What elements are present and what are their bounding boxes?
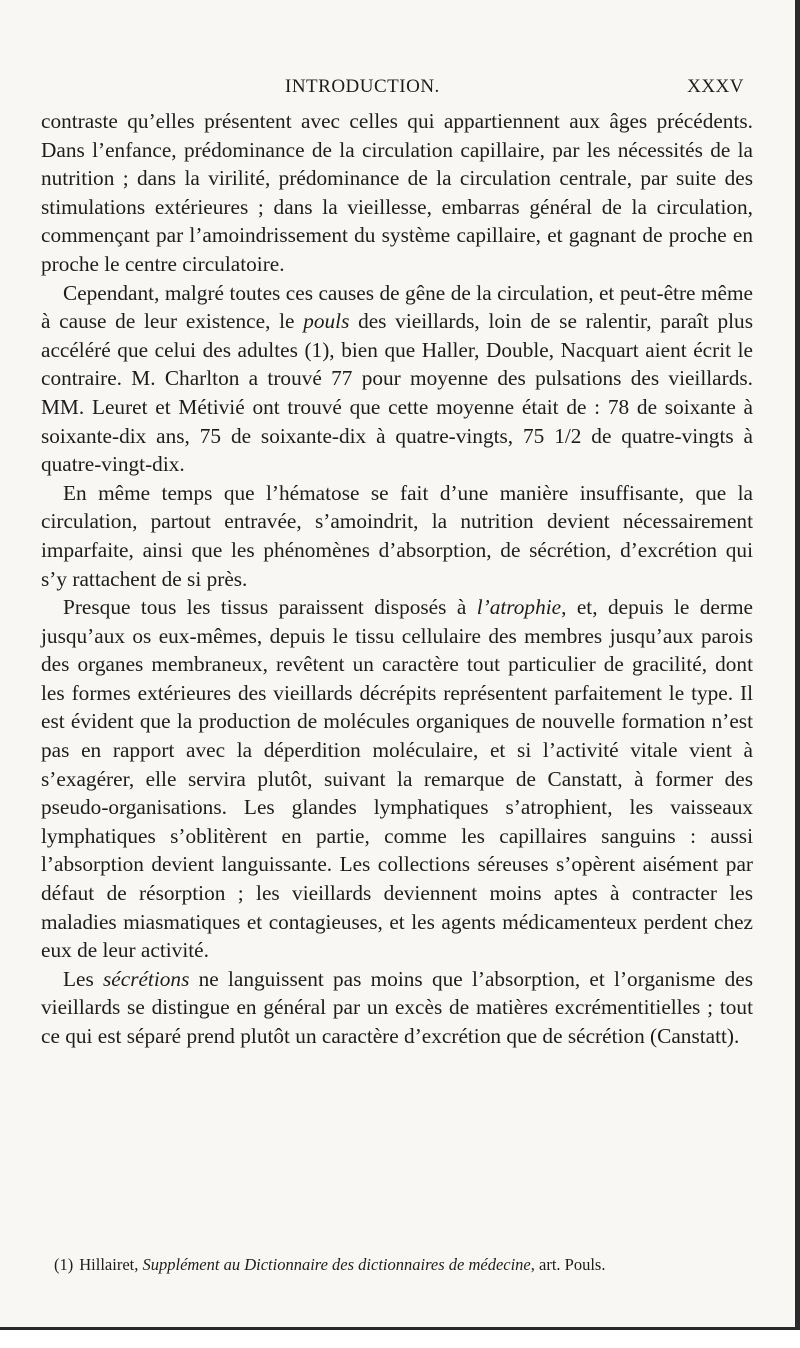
paragraph-5 (41, 965, 753, 1051)
paragraph-2 (41, 279, 753, 479)
paragraph-4-text-a: Presque tous les tissus paraissent disposés à (63, 595, 477, 620)
paragraph-1: contraste qu’elles présentent avec celles qui appartiennent aux âges précédents. Dans l’enfance, prédominance de la circulation capillaire, par les nécessités de la nutrition ; dans la virilité, prédominance de la circulation centrale, par suite des stimulations extérieures ; dans la vieillesse, embarras général de la circulation, commençant par l’amoindrissement du système capillaire, et gagnant de proche en proche le centre circulatoire. (41, 109, 753, 276)
running-head (40, 76, 744, 102)
page-number: XXXV (687, 76, 744, 97)
paragraph-2-text-a: Cependant, malgré toutes ces causes de gêne de la circulation, et peut-être même à cause de leur existence, le (41, 280, 753, 334)
paragraph-2-italic: pouls (303, 309, 350, 334)
footnote-tail: , art. Pouls. (530, 1255, 606, 1274)
paragraph-4-text-b: , et, depuis le derme jusqu’aux os eux-mêmes, depuis le tissu cellulaire des membres jusqu’aux parois des organes membraneux, revêtent un caractère tout particulier de gracilité, dont les formes extérieures des vieillards décrépits représentent parfaitement le type. Il est évident que la production de molécules organiques de nouvelle formation n’est pas en rapport avec la déperdition moléculaire, et si l’activité vitale vient à s’exagérer, elle servira plutôt, suivant la remarque de Canstatt, à former des pseudo-organisations. Les glandes lymphatiques s’atrophient, les vaisseaux lymphatiques s’oblitèrent en partie, comme les capillaires sanguins : aussi l’absorption devient languissante. Les collections séreuses s’opèrent aisément par défaut de résorption ; les vieillards deviennent moins aptes à contracter les maladies miasmatiques et contagieuses, et les agents médicamenteux perdent chez eux de leur activité. (41, 595, 753, 963)
paragraph-3: En même temps que l’hématose se fait d’une manière insuffisante, que la circulation, partout entravée, s’amoindrit, la nutrition devient nécessairement imparfaite, ainsi que les phénomènes d’absorption, de sécrétion, d’excrétion qui s’y rattachent de si près. (41, 480, 753, 591)
paragraph-5-text-b: ne languissent pas moins que l’absorption, et l’organisme des vieillards se distingue en général par un excès de matières excrémentitielles ; tout ce qui est séparé prend plutôt un caractère d’excrétion que de sécrétion (Canstatt). (41, 966, 754, 1048)
footnote (54, 1254, 754, 1276)
paragraph-2-text-b: des vieillards, loin de se ralentir, paraît plus accéléré que celui des adultes (1), bien que Haller, Double, Nacquart aient écrit le contraire. M. Charlton a trouvé 77 pour moyenne des pulsations des vieillards. MM. Leuret et Métivié ont trouvé que cette moyenne était de : 78 de soixante à soixante-dix ans, 75 de soixante-dix à quatre-vingts, 75 1/2 de quatre-vingts à quatre-vingt-dix. (41, 309, 753, 477)
main-text (41, 107, 753, 1051)
footnote-author: Hillairet, (79, 1255, 143, 1274)
page-edge-bottom (0, 1327, 800, 1348)
paragraph-5-text-a: Les (63, 966, 103, 991)
paragraph-5-italic: sécrétions (103, 966, 190, 991)
paragraph-4 (41, 593, 753, 965)
footnote-mark: (1) (54, 1255, 74, 1274)
footnote-title: Supplément au Dictionnaire des dictionnaires de médecine (142, 1255, 531, 1274)
running-title: INTRODUCTION. (285, 76, 440, 97)
page-edge-right (795, 0, 800, 1348)
paragraph-4-italic: l’atrophie (476, 595, 562, 620)
